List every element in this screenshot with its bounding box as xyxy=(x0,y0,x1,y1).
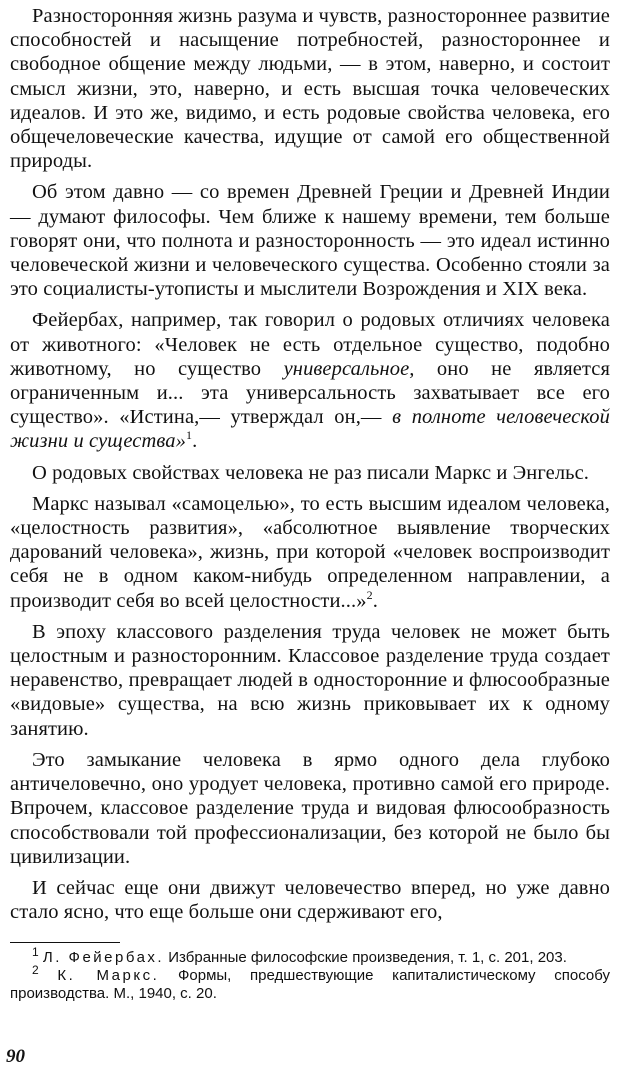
paragraph-2: Об этом давно — со времен Древней Греции и Древней Индии — думают философы. Чем ближе к нашему времени, тем больше говорят они, что полнота и разносторонность — это идеал истинно человеческой жизни и человеческого существа. Особенно стояли за это социалисты-утописты и мыслители Возрождения и XIX века. xyxy=(10,181,610,301)
footnote-2-number: 2 xyxy=(32,963,39,978)
main-text xyxy=(10,4,610,924)
paragraph-7: Это замыкание человека в ярмо одного дела глубоко античеловечно, оно уродует человека, противно самой его природе. Впрочем, классовое разделение труда и видовая флюсообразность способствовали той профессионализации, без которой не было бы цивилизации. xyxy=(10,748,610,868)
paragraph-1: Разносторонняя жизнь разума и чувств, разностороннее развитие способностей и насыщение потребностей, разностороннее и свободное общение между людьми, — в этом, наверно, и состоит смысл жизни, это, наверно, и есть высшая точка человеческих идеалов. И это же, видимо, и есть родовые свойства человека, его общечеловеческие качества, идущие от самой его общественной природы. xyxy=(10,5,610,173)
quote-end: . xyxy=(192,430,198,453)
marx-text: Маркс называл «самоцелью», то есть высшим идеалом человека, «целостность развития», «абсолютное выявление творческих дарований человека», жизнь, при которой «человек воспроизводит себя не в одном каком-нибудь определенном направлении, а производит себя во всей целостности...» xyxy=(10,492,610,612)
footnotes xyxy=(10,945,611,1003)
footnote-ref-2: 2 xyxy=(366,587,373,602)
footnote-2-author: К. Маркс. xyxy=(57,967,160,985)
footnote-ref-1: 1 xyxy=(185,428,193,443)
footnote-1-text: Избранные философские произведения, т. 1, с. 201, 203. xyxy=(164,949,567,967)
quote-italic-universal: универсальное, xyxy=(283,357,415,380)
paragraph-6: В эпоху классового разделения труда человек не может быть целостным и разносторонним. Классовое разделение труда создает неравенство, превращает людей в односторонние и флюсообразные «видовые» существа, на всю жизнь приковывает их к одному занятию. xyxy=(10,620,610,740)
footnote-1-number: 1 xyxy=(32,945,39,960)
footnote-1 xyxy=(10,945,610,967)
paragraph-4: О родовых свойствах человека не раз писали Маркс и Энгельс. xyxy=(32,461,590,484)
paragraph-8: И сейчас еще они движут человечество вперед, но уже давно стало ясно, что еще больше они сдерживают его, xyxy=(10,876,610,924)
footnote-2-text: Формы, предшествующие капиталистическому способу производства. М., 1940, с. 20. xyxy=(10,967,611,1003)
footnote-2 xyxy=(10,963,611,1003)
footnote-divider xyxy=(10,942,120,943)
quote-text-1: Фейербах, например, так говорил о родовых отличиях человека от животного: «Человек не есть отдельное существо, подобно животному, но существо xyxy=(10,309,610,380)
marx-end: . xyxy=(372,589,378,612)
quote-italic-truth: в полноте человеческой жизни и существа» xyxy=(10,406,610,453)
quote-text-2: оно не является ограниченным и... эта универсальность захватывает все его существо». «Истина,— утверждал он,— xyxy=(10,357,610,429)
paragraph-marx-quote xyxy=(10,492,610,613)
paragraph-feuerbach-quote xyxy=(10,308,610,453)
footnote-1-author: Л. Фейербах. xyxy=(42,949,165,967)
page-number: 90 xyxy=(6,1046,25,1067)
